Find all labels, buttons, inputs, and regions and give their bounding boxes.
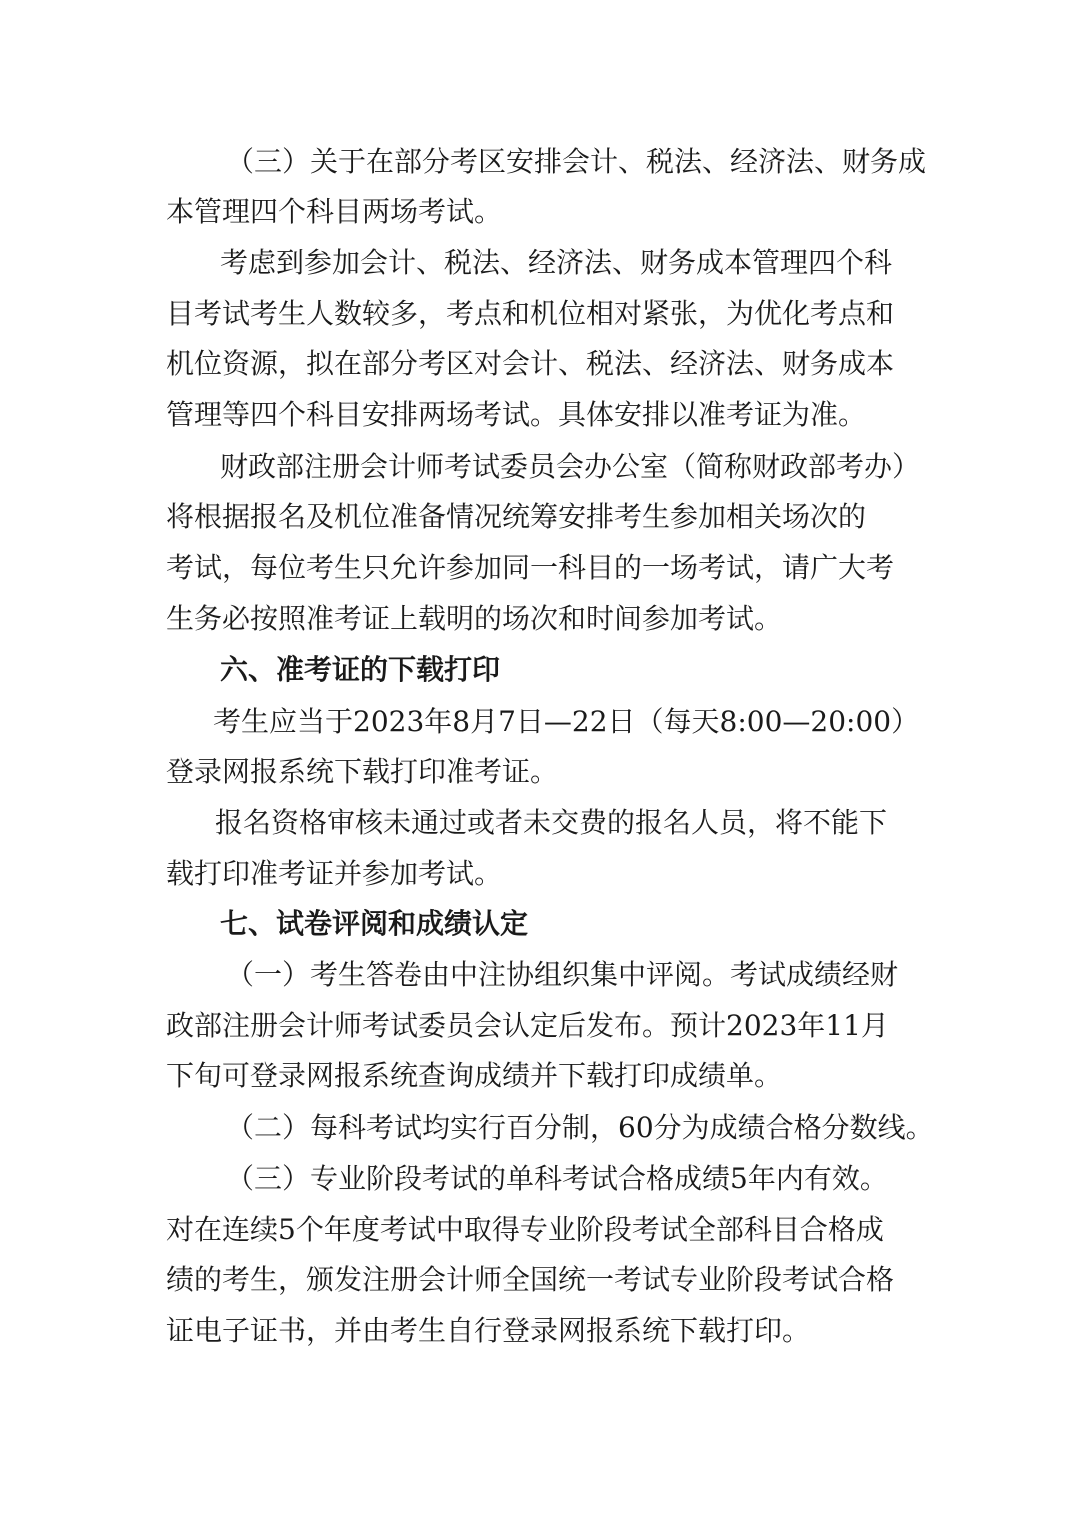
section-heading: 七、试卷评阅和成绩认定	[220, 907, 529, 940]
body-line: 下旬可登录网报系统查询成绩并下载打印成绩单。	[166, 1059, 783, 1092]
body-line: 绩的考生，颁发注册会计师全国统一考试专业阶段考试合格	[166, 1263, 895, 1296]
section-heading: 六、准考证的下载打印	[220, 653, 501, 686]
body-line: 生务必按照准考证上载明的场次和时间参加考试。	[166, 602, 783, 635]
body-line: 目考试考生人数较多，考点和机位相对紧张，为优化考点和	[166, 297, 895, 330]
body-line: 考虑到参加会计、税法、经济法、财务成本管理四个科	[220, 246, 893, 279]
body-line: （二）每科考试均实行百分制，60分为成绩合格分数线。	[226, 1111, 934, 1144]
body-line: 将根据报名及机位准备情况统筹安排考生参加相关场次的	[166, 500, 867, 533]
item-3-title-line: 本管理四个科目两场考试。	[166, 195, 503, 228]
body-line: 载打印准考证并参加考试。	[166, 857, 503, 890]
body-line: 登录网报系统下载打印准考证。	[166, 755, 559, 788]
body-line: 财政部注册会计师考试委员会办公室（简称财政部考办）	[220, 450, 921, 483]
body-line: （一）考生答卷由中注协组织集中评阅。考试成绩经财	[226, 958, 899, 991]
body-line: （三）专业阶段考试的单科考试合格成绩5年内有效。	[226, 1162, 888, 1195]
body-line: 管理等四个科目安排两场考试。具体安排以准考证为准。	[166, 398, 867, 431]
body-line: 证电子证书，并由考生自行登录网报系统下载打印。	[166, 1314, 811, 1347]
body-line: 报名资格审核未通过或者未交费的报名人员，将不能下	[215, 806, 888, 839]
body-line: 政部注册会计师考试委员会认定后发布。预计2023年11月	[166, 1009, 889, 1042]
body-line: 考试，每位考生只允许参加同一科目的一场考试，请广大考	[166, 551, 895, 584]
item-3-title-line: （三）关于在部分考区安排会计、税法、经济法、财务成	[226, 145, 927, 178]
body-line: 考生应当于2023年8月7日—22日（每天8:00—20:00）	[213, 705, 920, 738]
body-line: 对在连续5个年度考试中取得专业阶段考试全部科目合格成	[166, 1213, 884, 1246]
body-line: 机位资源，拟在部分考区对会计、税法、经济法、财务成本	[166, 347, 895, 380]
